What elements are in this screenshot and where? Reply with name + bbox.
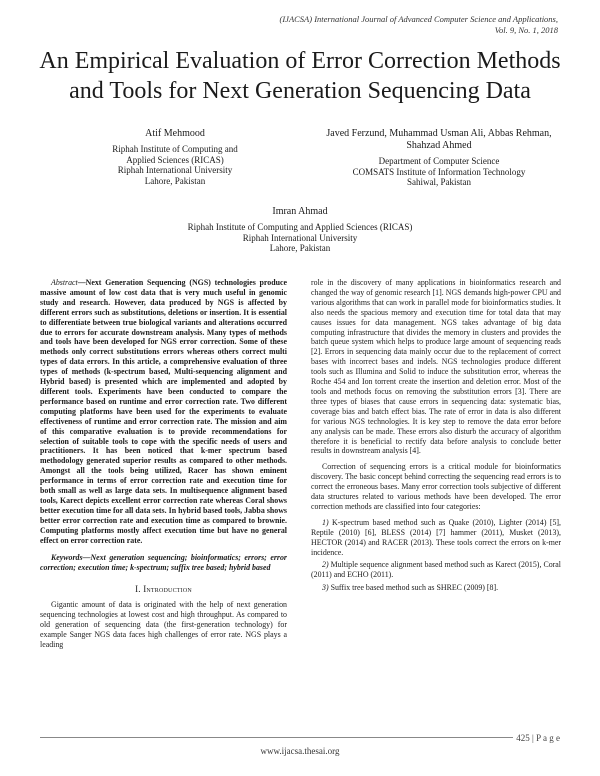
author-names: Javed Ferzund, Muhammad Usman Ali, Abbas Rehman,: [326, 128, 552, 139]
keywords: Keywords—Next generation sequencing; bioinformatics; errors; error correction; execution time; k-spectrum; suffix tree based; hybrid based: [40, 553, 287, 573]
intro-paragraph-2: Correction of sequencing errors is a critical module for bioinformatics discovery. The basic concept behind correcting the sequencing read errors is to correct the erroneous bases. Many error correction tools subjective of different data structures related to various methods have been developed. The error correction methods are classified into four categories:: [311, 462, 561, 511]
list-item-number: 1): [322, 517, 329, 527]
list-item: [311, 560, 561, 580]
affiliation-line: Lahore, Pakistan: [144, 175, 206, 186]
author-name: Imran Ahmad: [272, 206, 328, 217]
author-names: Shahzad Ahmed: [406, 140, 472, 151]
author-block-3: [100, 206, 500, 254]
intro-paragraph-1: Gigantic amount of data is originated with the help of next generation sequencing technologies at lowest cost and high throughput. As compared to old generation of sequencing data (the first-generation technology) for example Sanger NGS data faces high challenges of error rate. NGS plays a leading: [40, 600, 287, 649]
list-item: [311, 518, 561, 558]
list-item-text: K-spectrum based method such as Quake (2010), Lighter (2014) [5], Reptile (2010) [6], BLESS (2014) [7] hammer (2011), Musket (2013), HECTOR (2014) and RACER (2013). These tools correct the errors on k-mer incidence.: [311, 517, 561, 557]
abstract-label: Abstract: [51, 278, 78, 287]
affiliation-line: Riphah International University: [117, 165, 233, 175]
intro-paragraph-1-continued: role in the discovery of many applications in bioinformatics research and changed the way of genomic research [1]. NGS demands high-power CPU and various algorithms that can work in parallel mode for bioinformatics studies. It also needs the spacious memory and execution time for total data that may causes issues for data management. NGS takes advantage of big data computing infrastructure that divides the memory in clusters and provides the batch queue system which helps to produce large amount of sequencing reads [2]. Errors in sequencing data mainly occur due to the replacement of correct bases with incorrect bases and indels. NGS technologies produce different tools such as Illumina and Solid to induce the substitution error, whereas the Roche 454 and Ion torrent create the insertion and deletion error. Most of the tools and methods focus on removing the substitution errors [3]. There are three types of biases that cause errors in sequencing data: systematic bias, coverage bias and batch effect bias. The rate of error in data is also different for various NGS technologies. It is key step to remove the data error before any analysis can be made. These errors also disturb the accuracy of algorithm therefore it is beneficial to rectify data before analysis to conclude better results in downstream analysis [4].: [311, 278, 561, 456]
footer-divider: [40, 737, 560, 738]
affiliation-line: Sahiwal, Pakistan: [407, 177, 471, 187]
author-name: Atif Mehmood: [145, 128, 205, 139]
section-title: Introduction: [143, 584, 192, 595]
affiliation-line: COMSATS Institute of Information Technology: [352, 166, 526, 177]
left-column: [40, 278, 287, 656]
affiliation-line: Riphah Institute of Computing and Applied Sciences (RICAS): [187, 222, 413, 232]
abstract: [40, 278, 287, 545]
abstract-text: —Next Generation Sequencing (NGS) technologies produce massive amount of low cost data that is very much useful in genomic study and research. However, data produced by NGS is affected by different errors such as substitutions, deletions or insertion. It is essential to differentiate between true biological variants and alterations occurred due to errors for accurate downstream analysis. Many types of methods and tools have been developed for NGS error correction. Some of these methods only correct substitutions errors whereas others correct multi types of data errors. In this article, a comprehensive evaluation of three types of methods (k-spectrum based, Multi-sequencing alignment and Hybrid based) is presented which are implemented and adopted by different tools. Experiments have been conducted to compare the performance based on runtime and error correction rate. Two different computing platforms have been used for the experiments to evaluate effectiveness of runtime and error correction rate. The mission and aim of this comparative evaluation is to provide recommendations for selection of suitable tools to cope with the specific needs of users and practitioners. It has been noticed that k-mer spectrum based methodology generated superior results as compared to other methods. Amongst all the tools being utilized, Racer has shown eminent performance in terms of error correction rate and execution time for both small as well as large data sets. In multisequence alignment based tools, Karect depicts excellent error correction rate whereas Coral shows better execution time for all data sets. In hybrid based tools, Jabba shows better error correction rate and execution time as compared to brownie. Computing platforms mostly affect execution time but have no general effect on error correction rate.: [40, 278, 287, 545]
list-item-text: Suffix tree based method such as SHREC (2009) [8].: [330, 583, 499, 593]
affiliation-line: Lahore, Pakistan: [269, 243, 331, 253]
page-number: 425 | P a g e: [513, 733, 560, 743]
journal-name: (IJACSA) International Journal of Advanced Computer Science and Applications,: [279, 14, 558, 24]
footer-website-link[interactable]: www.ijacsa.thesai.org: [260, 746, 340, 756]
list-item-number: 3): [322, 583, 329, 593]
title-line-2: and Tools for Next Generation Sequencing Data: [69, 78, 531, 104]
journal-volume: Vol. 9, No. 1, 2018: [494, 25, 558, 35]
list-item: [311, 583, 561, 593]
section-number: I.: [135, 584, 141, 595]
right-column: [311, 278, 561, 596]
journal-header: [158, 14, 558, 36]
affiliation-line: Applied Sciences (RICAS): [126, 154, 224, 165]
affiliation-line: Riphah International University: [242, 232, 358, 243]
affiliation-line: Riphah Institute of Computing and: [112, 144, 238, 154]
author-block-2: [304, 128, 574, 188]
paper-title: [20, 46, 580, 106]
list-item-number: 2): [322, 560, 329, 570]
list-item-text: Multiple sequence alignment based method such as Karect (2015), Coral (2011) and ECHO (2011).: [311, 560, 561, 580]
author-block-1: [80, 128, 270, 186]
title-line-1: An Empirical Evaluation of Error Correction Methods: [39, 48, 561, 74]
affiliation-line: Department of Computer Science: [378, 156, 500, 166]
section-heading: [40, 585, 287, 595]
